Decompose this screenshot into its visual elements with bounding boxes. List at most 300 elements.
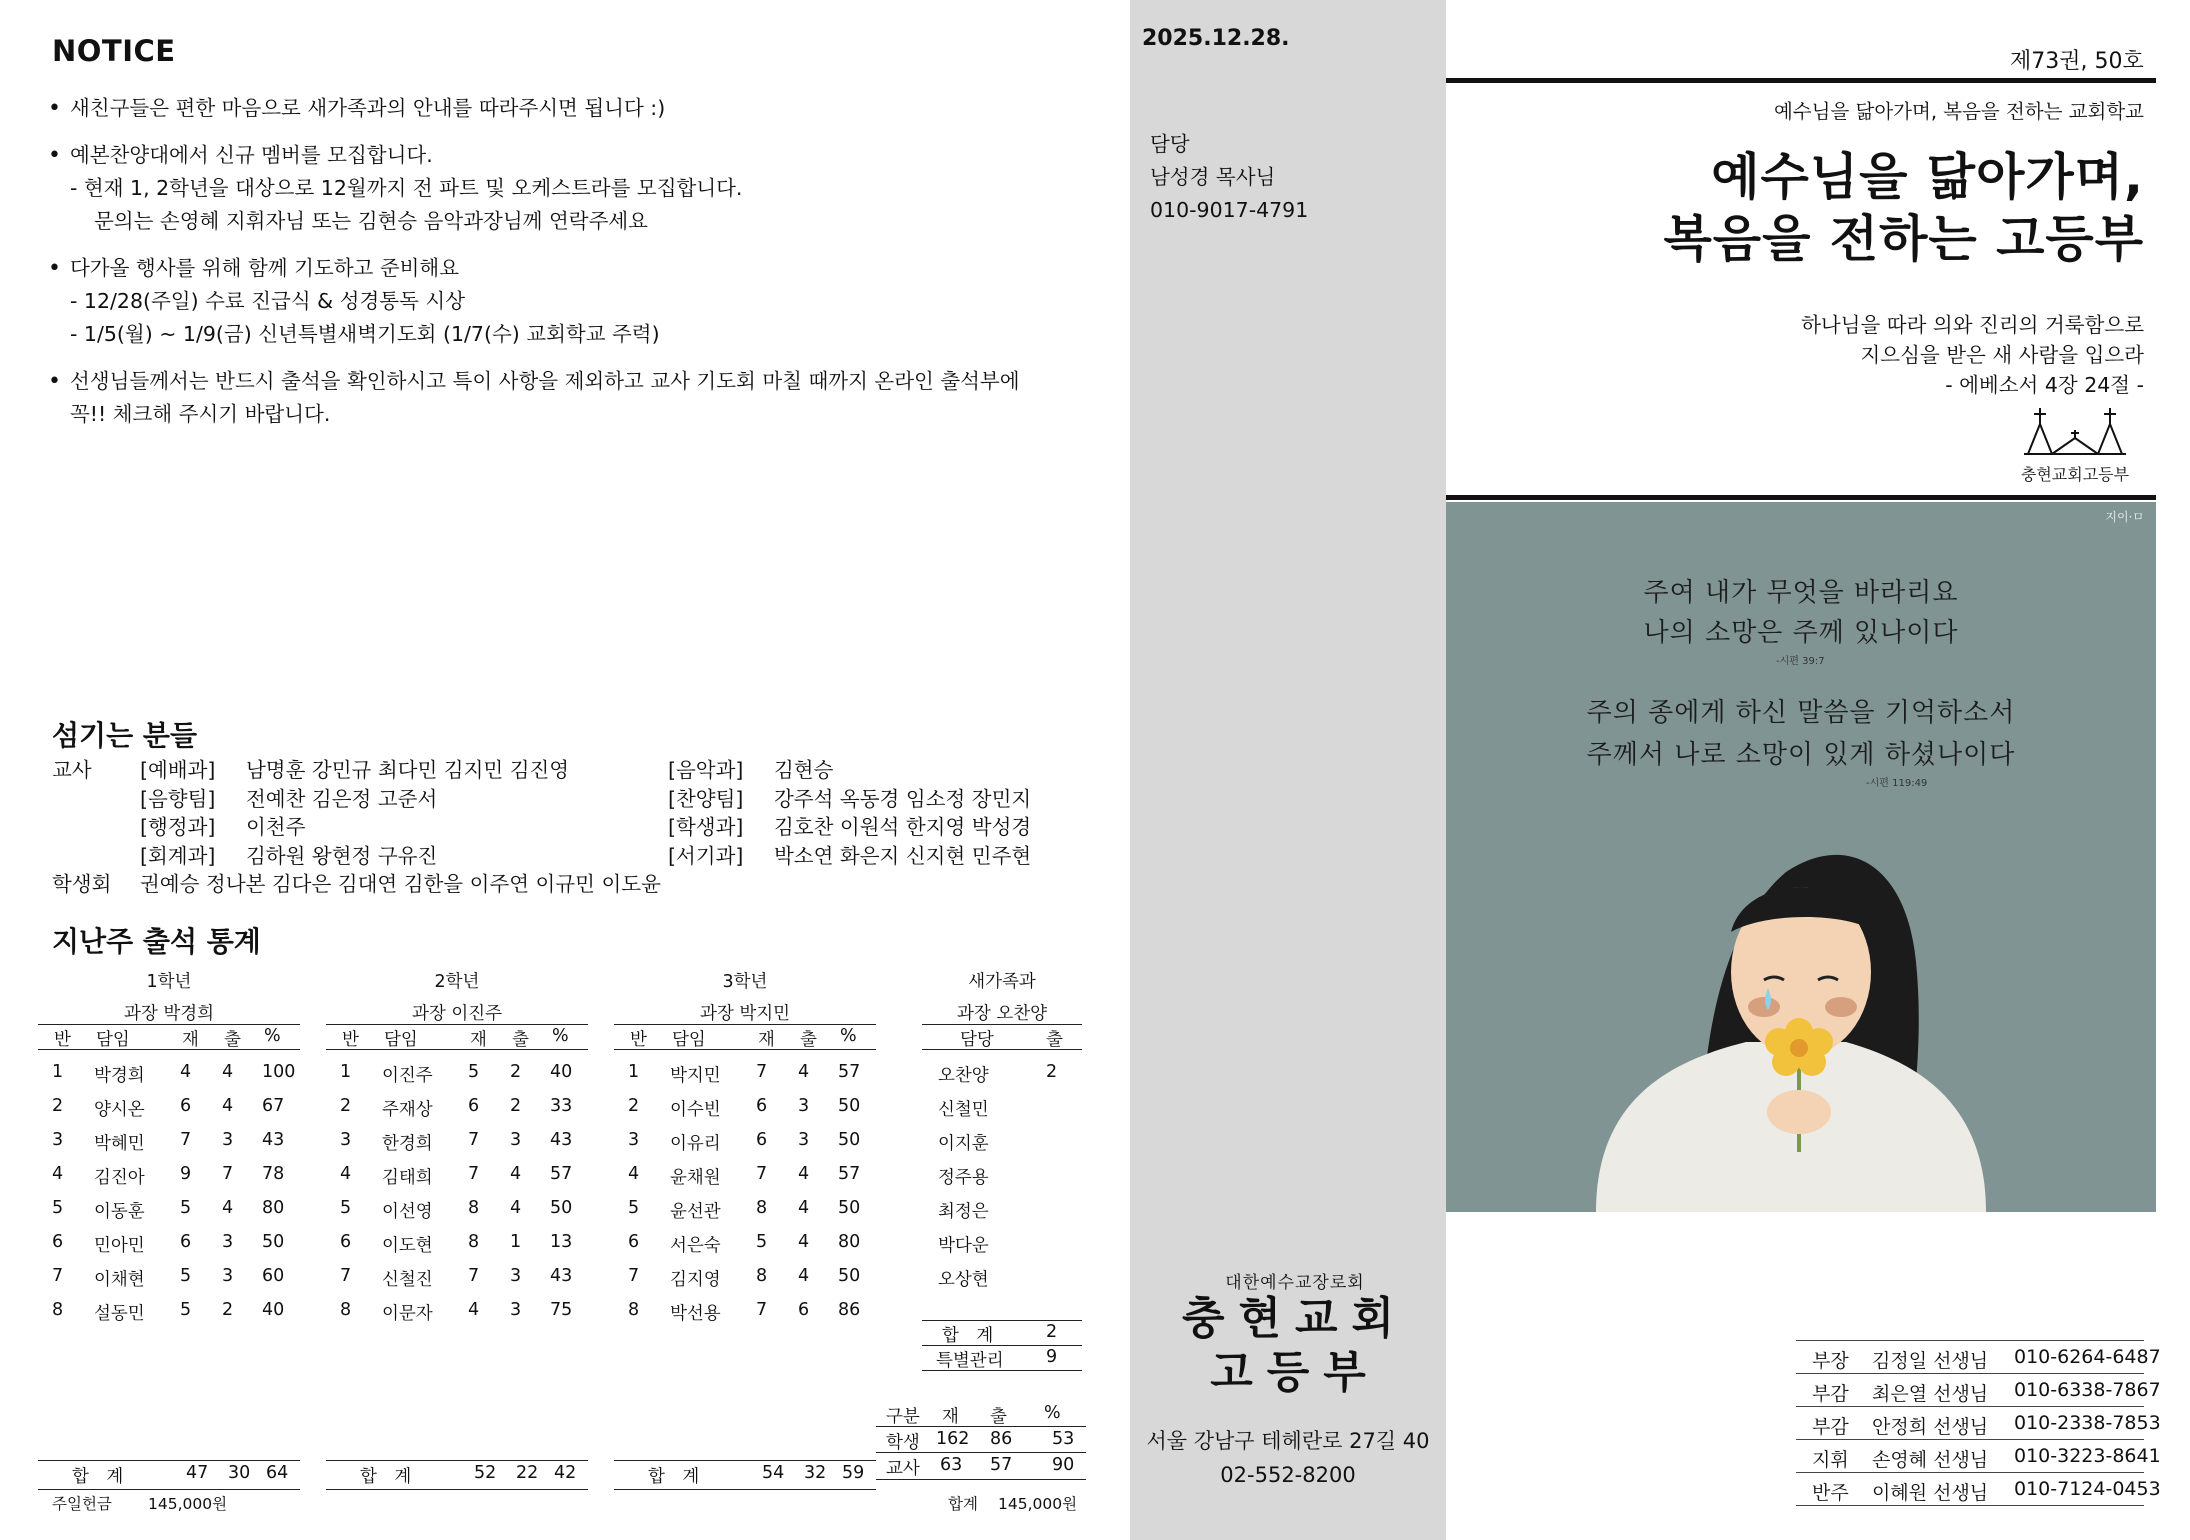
notice-list (48, 92, 1108, 445)
notice-sub: - 1/5(월) ~ 1/9(금) 신년특별새벽기도회 (1/7(수) 교회학교 주력) (70, 322, 660, 346)
total-value: 2 (1046, 1322, 1058, 1342)
table-row (326, 1300, 588, 1334)
table-cell: 1 (340, 1062, 352, 1082)
table-cell: 박다운 (938, 1236, 989, 1256)
table-cell: 57 (838, 1164, 861, 1184)
total-cell: 54 (762, 1463, 785, 1483)
verse-line-2: 지으심을 받은 새 사람을 입으라 (1860, 343, 2144, 367)
church-logo-text (1160, 1292, 1430, 1400)
col-header: 재 (182, 1030, 199, 1050)
table-cell: 2 (1046, 1062, 1058, 1082)
leader-row (1796, 1473, 2161, 1506)
table-cell: 7 (222, 1164, 234, 1184)
leader-phone: 010-6264-6487 (2014, 1346, 2161, 1368)
total-label: 합 계 (942, 1326, 994, 1346)
leader-row (1796, 1374, 2161, 1407)
table-row (922, 1062, 1082, 1096)
leader-role: 부감 (1812, 1416, 1849, 1438)
table-cell: 5 (756, 1232, 768, 1252)
offering-label: 주일헌금 (52, 1495, 112, 1513)
summary-cell: 53 (1052, 1429, 1075, 1449)
table-cell: 75 (550, 1300, 573, 1320)
table-row (614, 1300, 876, 1334)
table-cell: 80 (262, 1198, 285, 1218)
table-row (326, 1130, 588, 1164)
table-cell: 6 (180, 1096, 192, 1116)
notice-item-4 (48, 365, 1108, 431)
table-cell: 2 (628, 1096, 640, 1116)
col-header: 담당 (960, 1030, 994, 1050)
table-cell: 7 (340, 1266, 352, 1286)
table-row (38, 1130, 300, 1164)
table-row (326, 1096, 588, 1130)
table-row (38, 1164, 300, 1198)
table-cell: 57 (550, 1164, 573, 1184)
leader-row (1796, 1407, 2161, 1440)
table-cell: 설동민 (94, 1304, 145, 1324)
table-cell: 신철민 (938, 1100, 989, 1120)
notice-sub: 문의는 손영혜 지휘자님 또는 김현승 음악과장님께 연락주세요 (94, 209, 648, 233)
table-cell: 67 (262, 1096, 285, 1116)
total-cell: 32 (804, 1463, 827, 1483)
table-cell: 4 (628, 1164, 640, 1184)
leader-role: 부장 (1812, 1350, 1849, 1372)
table-cell: 3 (798, 1096, 810, 1116)
table-cell: 이선영 (382, 1202, 433, 1222)
col-header: % (264, 1026, 281, 1046)
table-cell: 최정은 (938, 1202, 989, 1222)
art-line-4: 주께서 나로 소망이 있게 하셨나이다 (1586, 740, 2016, 770)
table-cell: 33 (550, 1096, 573, 1116)
leader-row (1796, 1340, 2161, 1374)
newfamily-name: 새가족과 (968, 972, 1036, 992)
table-cell: 4 (468, 1300, 480, 1320)
table-cell: 4 (510, 1198, 522, 1218)
table-cell: 이채현 (94, 1270, 145, 1290)
grade-head: 과장 이진주 (411, 1004, 503, 1024)
table-cell: 김진아 (94, 1168, 145, 1188)
table-cell: 한경희 (382, 1134, 433, 1154)
table-cell: 7 (180, 1130, 192, 1150)
table-cell: 7 (628, 1266, 640, 1286)
table-cell: 3 (222, 1232, 234, 1252)
dept-names: 김하원 왕현정 구유진 (246, 843, 438, 868)
leader-row (1796, 1440, 2161, 1473)
cover-title (1663, 146, 2144, 270)
offering-value: 145,000원 (148, 1495, 228, 1513)
table-cell: 김지영 (670, 1270, 721, 1290)
logo-line-1: 충현교회 (1181, 1293, 1408, 1344)
art-line-1: 주여 내가 무엇을 바라리요 (1643, 578, 1959, 608)
table-cell: 8 (756, 1266, 768, 1286)
table-cell: 4 (510, 1164, 522, 1184)
table-cell: 4 (52, 1164, 64, 1184)
table-row (922, 1130, 1082, 1164)
title-line-1: 예수님을 닮아가며, (1711, 148, 2144, 206)
total-row (38, 1460, 300, 1490)
table-row (38, 1266, 300, 1300)
table-cell: 50 (838, 1130, 861, 1150)
table-cell: 4 (798, 1266, 810, 1286)
table-cell: 7 (468, 1266, 480, 1286)
dept-label: [음악과] (668, 758, 744, 782)
table-cell: 김태희 (382, 1168, 433, 1188)
table-row (614, 1232, 876, 1266)
table-row (326, 1198, 588, 1232)
attendance-title: 지난주 출석 통계 (52, 925, 261, 958)
table-cell: 6 (180, 1232, 192, 1252)
table-row (922, 1096, 1082, 1130)
table-cell: 이수빈 (670, 1100, 721, 1120)
special-label: 특별관리 (936, 1351, 1004, 1371)
dept-names: 남명훈 강민규 최다민 김지민 김진영 (246, 758, 570, 782)
table-cell: 민아민 (94, 1236, 145, 1256)
table-cell: 서은숙 (670, 1236, 721, 1256)
col-header: 재 (942, 1407, 959, 1427)
church-logo-caption: 충현교회고등부 (2020, 465, 2130, 484)
table-row (38, 1096, 300, 1130)
table-cell: 8 (628, 1300, 640, 1320)
notice-sub: - 현재 1, 2학년을 대상으로 12월까지 전 파트 및 오케스트라를 모집합니다. (70, 176, 743, 200)
grade-name: 2학년 (434, 972, 480, 992)
table-cell: 박혜민 (94, 1134, 145, 1154)
col-header: 반 (630, 1030, 647, 1050)
table-cell: 주재상 (382, 1100, 433, 1120)
notice-text: • 새친구들은 편한 마음으로 새가족과의 안내를 따라주시면 됩니다 :) (70, 96, 666, 120)
col-header: 출 (1046, 1030, 1063, 1050)
dept-names: 강주석 옥동경 임소정 장민지 (774, 786, 1032, 811)
table-cell: 4 (798, 1062, 810, 1082)
girl-with-flower-icon (1446, 502, 2156, 1212)
col-header: 담임 (672, 1030, 706, 1050)
total-cell: 47 (186, 1463, 209, 1483)
notice-sub: 꼭!! 체크해 주시기 바랍니다. (70, 402, 331, 426)
col-header: 재 (758, 1030, 775, 1050)
table-cell: 3 (510, 1266, 522, 1286)
col-header: % (1044, 1403, 1061, 1423)
table-cell: 50 (838, 1198, 861, 1218)
table-cell: 6 (798, 1300, 810, 1320)
grade-table (614, 968, 876, 1488)
volume-number: 제73권, 50호 (2010, 49, 2144, 74)
mid-rule (1446, 495, 2156, 500)
table-row (326, 1266, 588, 1300)
table-cell: 60 (262, 1266, 285, 1286)
notice-text: • 선생님들께서는 반드시 출석을 확인하시고 특이 사항을 제외하고 교사 기도회 마칠 때까지 온라인 출석부에 (70, 369, 1020, 393)
contact-name: 남성경 목사님 (1150, 165, 1276, 189)
dept-names: 김호찬 이원석 한지영 박성경 (774, 815, 1032, 839)
total-cell: 22 (516, 1463, 539, 1483)
date: 2025.12.28. (1142, 26, 1290, 51)
table-cell: 오상현 (938, 1270, 989, 1290)
table-cell: 5 (340, 1198, 352, 1218)
total-cell: 52 (474, 1463, 497, 1483)
col-header: 출 (800, 1030, 817, 1050)
table-header (614, 1024, 876, 1050)
table-cell: 4 (180, 1062, 192, 1082)
table-cell: 이유리 (670, 1134, 721, 1154)
table-cell: 1 (510, 1232, 522, 1252)
table-cell: 이문자 (382, 1304, 433, 1324)
table-cell: 3 (222, 1266, 234, 1286)
table-row (614, 1198, 876, 1232)
table-row (922, 1266, 1082, 1300)
table-cell: 박선용 (670, 1304, 721, 1324)
table-row (922, 1164, 1082, 1198)
summary-row (876, 1428, 1086, 1452)
dept-label: [학생과] (668, 815, 744, 839)
col-header: 담임 (96, 1030, 130, 1050)
table-cell: 4 (798, 1164, 810, 1184)
col-header: 구분 (886, 1407, 920, 1427)
table-cell: 13 (550, 1232, 573, 1252)
col-header: 출 (990, 1407, 1007, 1427)
dept-label: [음향팀] (140, 786, 216, 811)
table-row (38, 1300, 300, 1334)
teacher-label: 교사 (52, 758, 92, 782)
art-line-2: 나의 소망은 주께 있나이다 (1643, 618, 1959, 648)
leader-role: 지휘 (1812, 1449, 1849, 1471)
verse (1801, 310, 2144, 400)
table-cell: 양시온 (94, 1100, 145, 1120)
table-header (326, 1024, 588, 1050)
summary-cell: 90 (1052, 1455, 1075, 1475)
table-cell: 4 (222, 1096, 234, 1116)
leader-phone: 010-6338-7867 (2014, 1379, 2161, 1401)
servers-title: 섬기는 분들 (52, 719, 197, 752)
table-row (38, 1198, 300, 1232)
art-line-3: 주의 종에게 하신 말씀을 기억하소서 (1586, 698, 2016, 728)
grade-table (38, 968, 300, 1488)
table-cell: 8 (468, 1232, 480, 1252)
total-row (326, 1460, 588, 1490)
total-cell: 42 (554, 1463, 577, 1483)
table-cell: 2 (510, 1062, 522, 1082)
grade-head: 과장 박경희 (123, 1004, 215, 1024)
table-row (614, 1096, 876, 1130)
contact-label: 담당 (1150, 132, 1190, 156)
table-cell: 8 (340, 1300, 352, 1320)
col-header: 재 (470, 1030, 487, 1050)
table-cell: 43 (262, 1130, 285, 1150)
table-cell: 40 (550, 1062, 573, 1082)
table-cell: 박경희 (94, 1066, 145, 1086)
table-cell: 2 (222, 1300, 234, 1320)
col-header: 반 (54, 1030, 71, 1050)
verse-ref: - 에베소서 4장 24절 - (1945, 373, 2144, 397)
table-cell: 5 (52, 1198, 64, 1218)
table-cell: 박지민 (670, 1066, 721, 1086)
table-cell: 43 (550, 1266, 573, 1286)
logo-line-2: 고등부 (1210, 1347, 1380, 1398)
table-cell: 4 (222, 1062, 234, 1082)
summary-cell: 63 (940, 1455, 963, 1475)
table-cell: 2 (52, 1096, 64, 1116)
table-cell: 7 (468, 1164, 480, 1184)
table-cell: 9 (180, 1164, 192, 1184)
table-cell: 100 (262, 1062, 296, 1082)
dept-label: [회계과] (140, 843, 216, 868)
art-ref-2: -시편 119:49 (1866, 778, 1928, 789)
table-row (614, 1062, 876, 1096)
dept-label: [예배과] (140, 758, 216, 782)
verse-line-1: 하나님을 따라 의와 진리의 거룩함으로 (1801, 313, 2144, 337)
leader-role: 반주 (1812, 1482, 1849, 1504)
summary-cell: 162 (936, 1429, 970, 1449)
dept-label: [행정과] (140, 815, 216, 839)
leader-phone: 010-7124-0453 (2014, 1478, 2161, 1500)
council-label: 학생회 (52, 872, 112, 896)
table-cell: 윤채원 (670, 1168, 721, 1188)
table-cell: 3 (798, 1130, 810, 1150)
grade-table (326, 968, 588, 1488)
art-ref-1: -시편 39:7 (1776, 656, 1825, 667)
notice-item-1 (48, 92, 1108, 125)
table-cell: 3 (510, 1130, 522, 1150)
table-row (326, 1062, 588, 1096)
table-cell: 3 (628, 1130, 640, 1150)
table-cell: 2 (340, 1096, 352, 1116)
contact-block (1150, 128, 1308, 227)
address: 서울 강남구 테헤란로 27길 40 (1146, 1429, 1430, 1453)
table-cell: 6 (340, 1232, 352, 1252)
table-cell: 7 (756, 1300, 768, 1320)
table-cell: 7 (468, 1130, 480, 1150)
table-cell: 3 (222, 1130, 234, 1150)
leader-name: 최은열 선생님 (1872, 1383, 1989, 1405)
table-cell: 이지훈 (938, 1134, 989, 1154)
table-cell: 5 (180, 1198, 192, 1218)
table-cell: 2 (510, 1096, 522, 1116)
table-row (326, 1164, 588, 1198)
table-row (326, 1232, 588, 1266)
table-cell: 86 (838, 1300, 861, 1320)
table-cell: 4 (340, 1164, 352, 1184)
council-names: 권예승 정나본 김다은 김대연 김한을 이주연 이규민 이도윤 (140, 872, 661, 896)
table-cell: 1 (52, 1062, 64, 1082)
sum-label: 합계 (948, 1495, 978, 1513)
table-cell: 신철진 (382, 1270, 433, 1290)
summary-cell: 학생 (886, 1433, 920, 1453)
table-cell: 5 (180, 1300, 192, 1320)
table-cell: 이동훈 (94, 1202, 145, 1222)
table-cell: 5 (180, 1266, 192, 1286)
dept-names: 전예찬 김은정 고준서 (246, 786, 438, 811)
leader-role: 부감 (1812, 1383, 1849, 1405)
notice-text: • 다가올 행사를 위해 함께 기도하고 준비해요 (70, 256, 460, 280)
summary-cell: 교사 (886, 1459, 920, 1479)
table-cell: 6 (756, 1096, 768, 1116)
top-rule (1446, 78, 2156, 83)
total-cell: 합 계 (360, 1467, 412, 1487)
church-phone: 02-552-8200 (1220, 1463, 1356, 1487)
table-cell: 윤선관 (670, 1202, 721, 1222)
dept-names: 김현승 (774, 758, 834, 782)
leader-name: 손영혜 선생님 (1872, 1449, 1989, 1471)
special-value: 9 (1046, 1347, 1058, 1367)
address-block (1132, 1424, 1444, 1492)
table-row (614, 1266, 876, 1300)
dept-names: 박소연 화은지 신지현 민주현 (774, 843, 1032, 868)
table-cell: 3 (510, 1300, 522, 1320)
total-cell: 합 계 (72, 1467, 124, 1487)
table-header (38, 1024, 300, 1050)
table-row (38, 1232, 300, 1266)
table-cell: 4 (222, 1198, 234, 1218)
col-header: 반 (342, 1030, 359, 1050)
table-cell: 7 (52, 1266, 64, 1286)
table-cell: 5 (468, 1062, 480, 1082)
summary-cell: 86 (990, 1429, 1013, 1449)
table-cell: 8 (468, 1198, 480, 1218)
total-row (614, 1460, 876, 1490)
table-row (922, 1232, 1082, 1266)
col-header: 출 (224, 1030, 241, 1050)
col-header: 출 (512, 1030, 529, 1050)
table-row (614, 1164, 876, 1198)
table-row (922, 1198, 1082, 1232)
leader-name: 이혜원 선생님 (1872, 1482, 1989, 1504)
table-cell: 40 (262, 1300, 285, 1320)
title-line-2: 복음을 전하는 고등부 (1663, 210, 2144, 268)
table-cell: 43 (550, 1130, 573, 1150)
col-header: 담임 (384, 1030, 418, 1050)
table-cell: 7 (756, 1164, 768, 1184)
table-row (38, 1062, 300, 1096)
table-cell: 8 (756, 1198, 768, 1218)
notice-title: NOTICE (52, 34, 176, 68)
contact-phone: 010-9017-4791 (1150, 198, 1309, 222)
total-cell: 합 계 (648, 1467, 700, 1487)
summary-row (876, 1452, 1086, 1480)
dept-names: 이천주 (246, 815, 306, 839)
col-header: % (840, 1026, 857, 1046)
table-cell: 이도현 (382, 1236, 433, 1256)
leader-name: 김정일 선생님 (1872, 1350, 1989, 1372)
table-cell: 6 (468, 1096, 480, 1116)
denomination-text: 대한예수교장로회 (1225, 1273, 1365, 1293)
grade-name: 3학년 (722, 972, 768, 992)
grade-head: 과장 박지민 (699, 1004, 791, 1024)
table-cell: 8 (52, 1300, 64, 1320)
newfamily-head: 과장 오찬양 (956, 1004, 1048, 1024)
leaders-table (1796, 1340, 2161, 1506)
table-cell: 78 (262, 1164, 285, 1184)
sum-value: 145,000원 (998, 1495, 1078, 1513)
col-header: % (552, 1026, 569, 1046)
total-cell: 64 (266, 1463, 289, 1483)
table-cell: 5 (628, 1198, 640, 1218)
table-cell: 4 (798, 1198, 810, 1218)
leader-phone: 010-3223-8641 (2014, 1445, 2161, 1467)
leader-phone: 010-2338-7853 (2014, 1412, 2161, 1434)
notice-sub: - 12/28(주일) 수료 진급식 & 성경통독 시상 (70, 289, 465, 313)
table-cell: 50 (262, 1232, 285, 1252)
dept-label: [서기과] (668, 843, 744, 868)
table-row (614, 1130, 876, 1164)
summary-cell: 57 (990, 1455, 1013, 1475)
table-cell: 이진주 (382, 1066, 433, 1086)
table-cell: 3 (52, 1130, 64, 1150)
cover-illustration (1446, 502, 2156, 1212)
slogan: 예수님을 닮아가며, 복음을 전하는 교회학교 (1773, 100, 2144, 123)
table-cell: 3 (340, 1130, 352, 1150)
table-cell: 80 (838, 1232, 861, 1252)
total-cell: 30 (228, 1463, 251, 1483)
newfamily-table (922, 968, 1082, 1378)
notice-text: • 예본찬양대에서 신규 멤버를 모집합니다. (70, 143, 433, 167)
table-cell: 6 (52, 1232, 64, 1252)
